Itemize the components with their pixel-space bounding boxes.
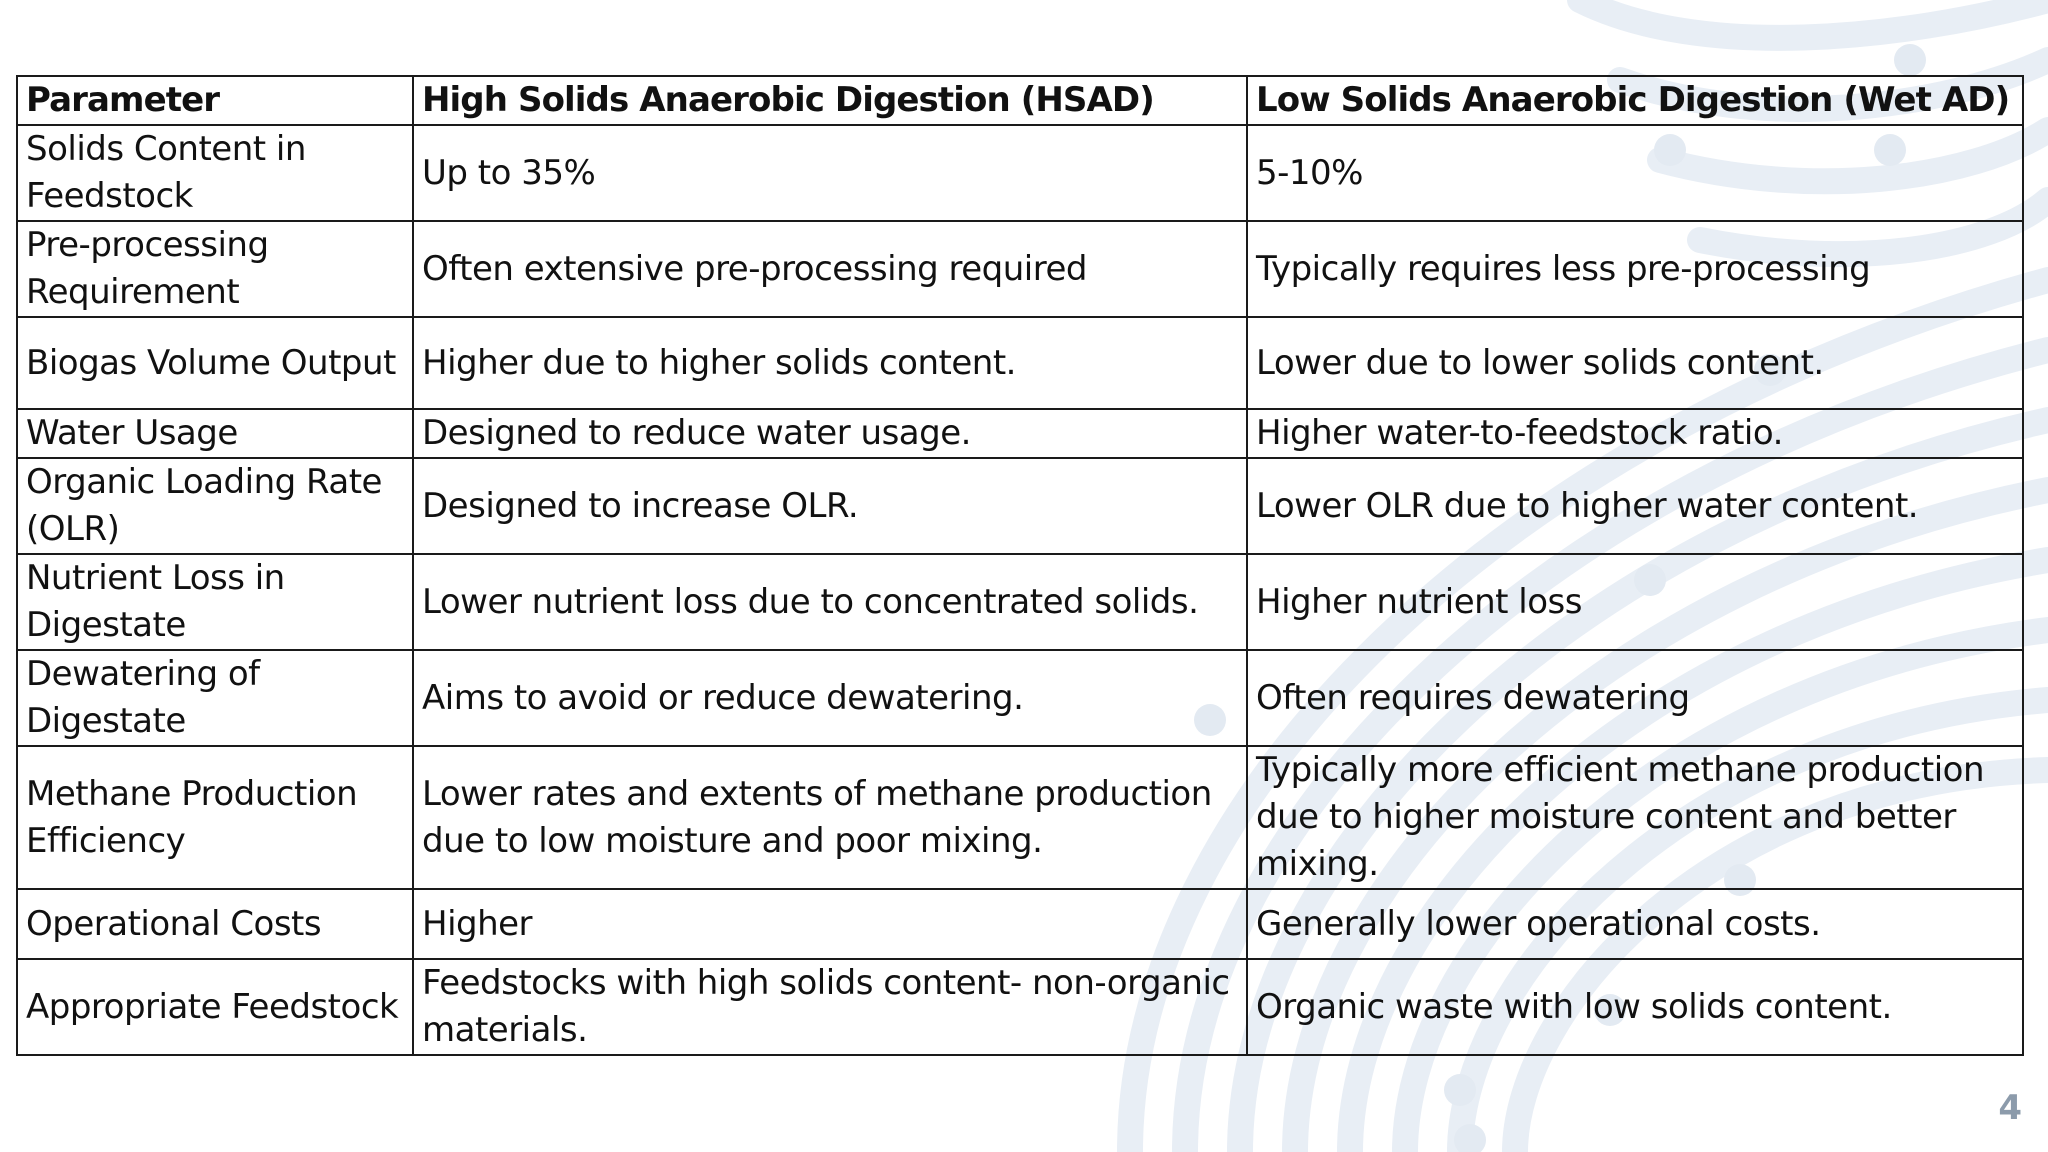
cell-wet-ad: Organic waste with low solids content. bbox=[1247, 959, 2023, 1055]
cell-hsad: Aims to avoid or reduce dewatering. bbox=[413, 650, 1247, 746]
cell-wet-ad: Generally lower operational costs. bbox=[1247, 889, 2023, 959]
cell-hsad: Higher due to higher solids content. bbox=[413, 317, 1247, 409]
table-row bbox=[17, 650, 2023, 746]
header-hsad: High Solids Anaerobic Digestion (HSAD) bbox=[413, 76, 1247, 125]
page-number: 4 bbox=[1998, 1088, 2022, 1128]
header-parameter: Parameter bbox=[17, 76, 413, 125]
cell-hsad: Lower nutrient loss due to concentrated solids. bbox=[413, 554, 1247, 650]
cell-hsad: Up to 35% bbox=[413, 125, 1247, 221]
cell-hsad: Often extensive pre-processing required bbox=[413, 221, 1247, 317]
table-row bbox=[17, 554, 2023, 650]
cell-hsad: Designed to increase OLR. bbox=[413, 458, 1247, 554]
cell-wet-ad: Often requires dewatering bbox=[1247, 650, 2023, 746]
table-row bbox=[17, 221, 2023, 317]
table-row bbox=[17, 125, 2023, 221]
header-wet-ad: Low Solids Anaerobic Digestion (Wet AD) bbox=[1247, 76, 2023, 125]
cell-parameter: Appropriate Feedstock bbox=[17, 959, 413, 1055]
cell-parameter: Pre-processing Requirement bbox=[17, 221, 413, 317]
comparison-table bbox=[16, 75, 2024, 1056]
table-row bbox=[17, 458, 2023, 554]
cell-wet-ad: Lower due to lower solids content. bbox=[1247, 317, 2023, 409]
cell-parameter: Operational Costs bbox=[17, 889, 413, 959]
cell-parameter: Solids Content in Feedstock bbox=[17, 125, 413, 221]
cell-parameter: Dewatering of Digestate bbox=[17, 650, 413, 746]
cell-parameter: Biogas Volume Output bbox=[17, 317, 413, 409]
table-row bbox=[17, 409, 2023, 458]
cell-hsad: Higher bbox=[413, 889, 1247, 959]
cell-parameter: Methane Production Efficiency bbox=[17, 746, 413, 889]
cell-wet-ad: Typically more efficient methane production due to higher moisture content and better mixing. bbox=[1247, 746, 2023, 889]
cell-parameter: Nutrient Loss in Digestate bbox=[17, 554, 413, 650]
table-header-row bbox=[17, 76, 2023, 125]
table-row bbox=[17, 959, 2023, 1055]
cell-parameter: Organic Loading Rate (OLR) bbox=[17, 458, 413, 554]
table-row bbox=[17, 889, 2023, 959]
cell-wet-ad: 5-10% bbox=[1247, 125, 2023, 221]
cell-parameter: Water Usage bbox=[17, 409, 413, 458]
table-row bbox=[17, 746, 2023, 889]
cell-hsad: Feedstocks with high solids content- non-organic materials. bbox=[413, 959, 1247, 1055]
cell-wet-ad: Lower OLR due to higher water content. bbox=[1247, 458, 2023, 554]
cell-hsad: Lower rates and extents of methane production due to low moisture and poor mixing. bbox=[413, 746, 1247, 889]
cell-wet-ad: Higher nutrient loss bbox=[1247, 554, 2023, 650]
cell-wet-ad: Typically requires less pre-processing bbox=[1247, 221, 2023, 317]
table-row bbox=[17, 317, 2023, 409]
cell-wet-ad: Higher water-to-feedstock ratio. bbox=[1247, 409, 2023, 458]
cell-hsad: Designed to reduce water usage. bbox=[413, 409, 1247, 458]
